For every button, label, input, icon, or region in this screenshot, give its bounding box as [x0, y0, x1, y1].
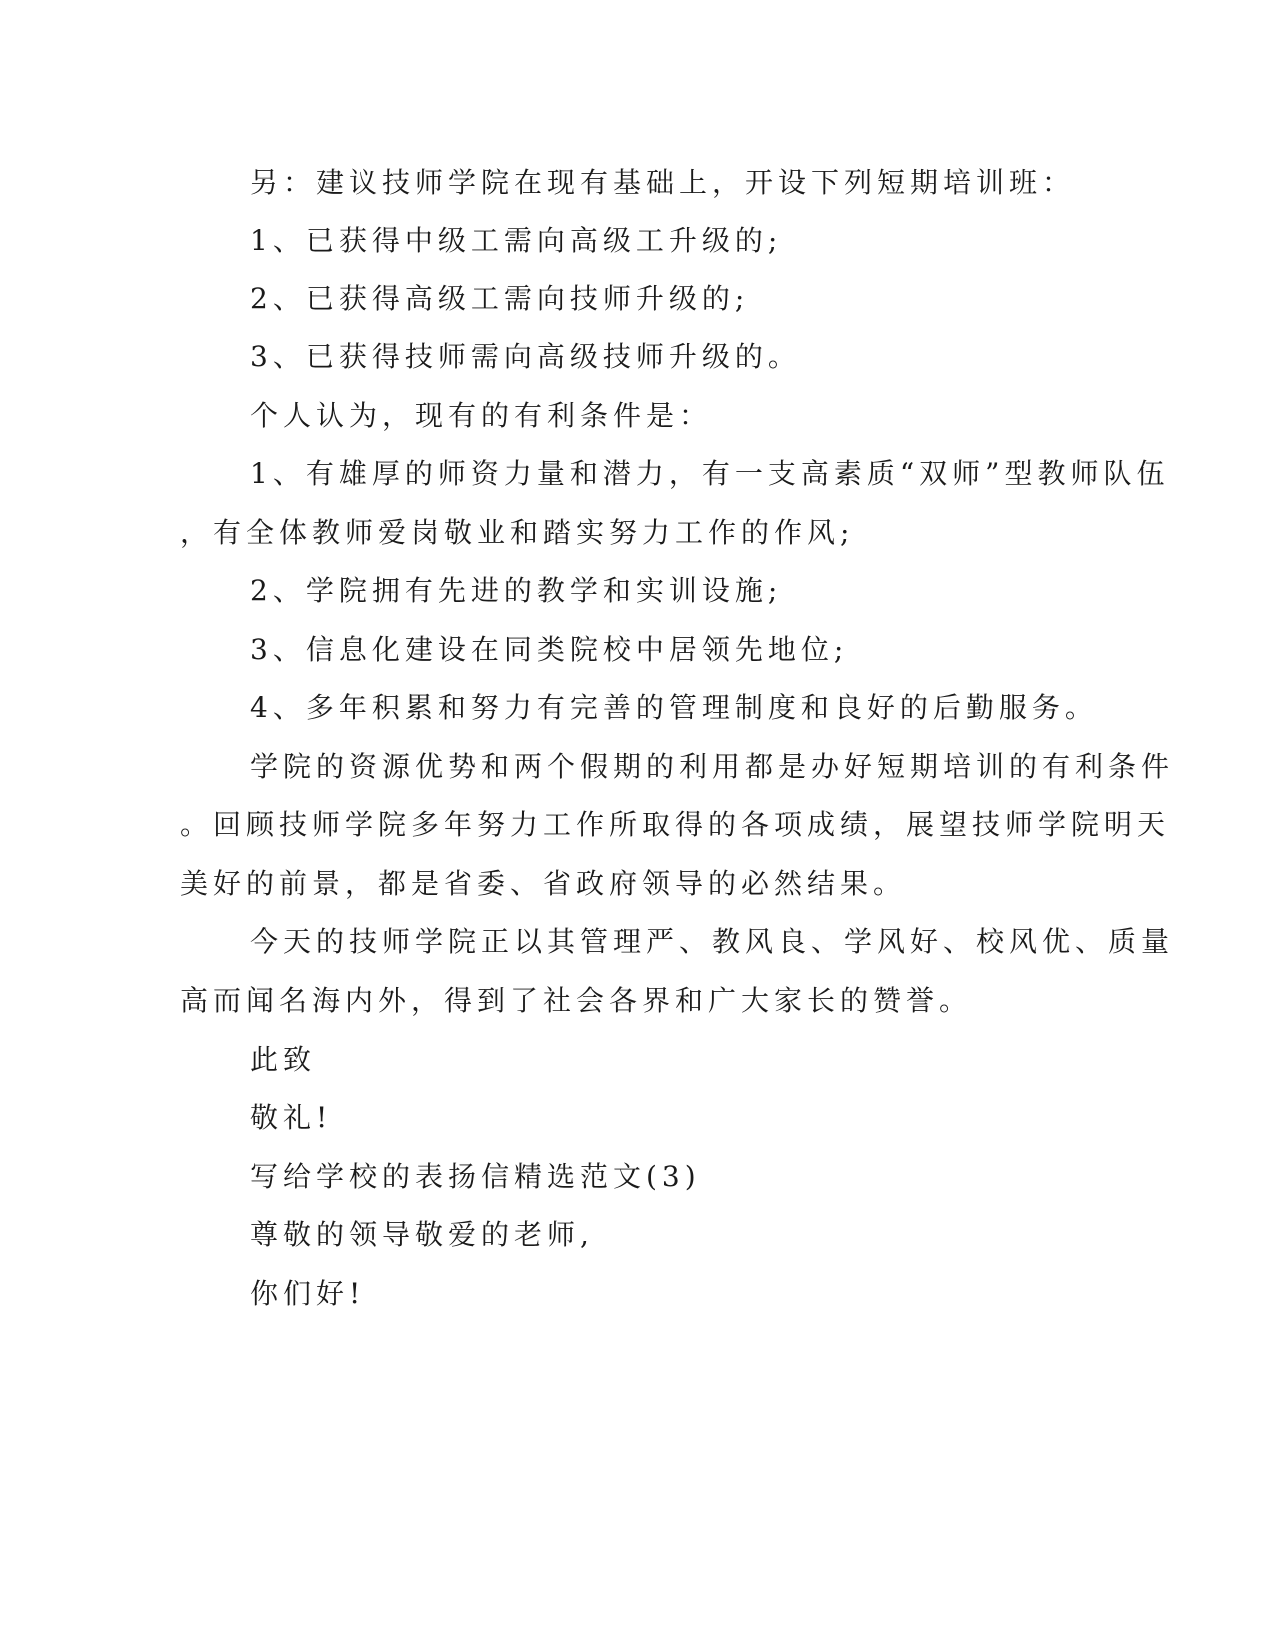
text-line: 美好的前景，都是省委、省政府领导的必然结果。	[180, 867, 907, 900]
text-line: 2、已获得高级工需向技师升级的;	[250, 282, 750, 315]
text-line: 学院的资源优势和两个假期的利用都是办好短期培训的有利条件	[250, 750, 1175, 783]
text-line: 1、有雄厚的师资力量和潜力，有一支高素质“双师”型教师队伍	[250, 457, 1170, 490]
text-line: 个人认为，现有的有利条件是：	[250, 399, 713, 432]
text-line: 写给学校的表扬信精选范文(3)	[250, 1160, 701, 1193]
text-line: 1、已获得中级工需向高级工升级的;	[250, 224, 783, 257]
text-line: 尊敬的领导敬爱的老师,	[250, 1218, 594, 1251]
text-line: 3、信息化建设在同类院校中居领先地位;	[250, 633, 849, 666]
text-line: 高而闻名海内外，得到了社会各界和广大家长的赞誉。	[180, 984, 973, 1017]
text-line: 另：建议技师学院在现有基础上，开设下列短期培训班：	[250, 166, 1076, 199]
text-line: 2、学院拥有先进的教学和实训设施;	[250, 574, 783, 607]
text-line: 今天的技师学院正以其管理严、教风良、学风好、校风优、质量	[250, 925, 1175, 958]
text-line: 3、已获得技师需向高级技师升级的。	[250, 340, 801, 373]
text-line: 4、多年积累和努力有完善的管理制度和良好的后勤服务。	[250, 691, 1098, 724]
text-line: ，有全体教师爱岗敬业和踏实努力工作的作风;	[180, 516, 855, 549]
text-line: 敬礼!	[250, 1101, 333, 1134]
text-line: 你们好!	[250, 1277, 366, 1310]
text-line: 此致	[250, 1043, 317, 1076]
text-line: 。回顾技师学院多年努力工作所取得的各项成绩，展望技师学院明天	[180, 808, 1171, 841]
